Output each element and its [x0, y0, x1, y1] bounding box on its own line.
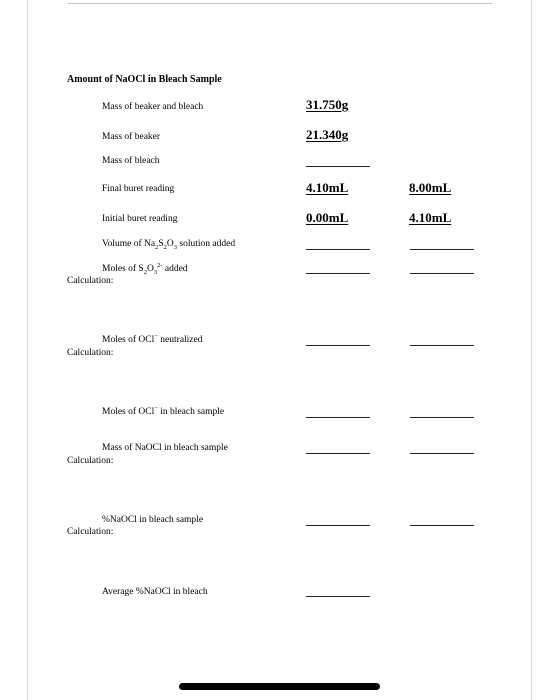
blank-mass-bleach — [306, 166, 370, 167]
blank-moles-ocl-sample-trial2 — [410, 417, 474, 418]
label-moles-thiosulfate: Moles of $S_2O_3^{2-}$ added — [102, 261, 188, 276]
blank-percent-naocl-trial1 — [306, 525, 370, 526]
blank-volume-trial1 — [306, 249, 370, 250]
calculation-label: Calculation: — [67, 456, 114, 466]
page-right-edge — [531, 0, 532, 700]
blank-moles-thiosulfate-trial1 — [306, 273, 370, 274]
page-left-edge — [27, 0, 28, 700]
label-mass-bleach: Mass of bleach — [102, 156, 160, 166]
home-indicator[interactable] — [179, 683, 380, 690]
label-mass-naocl: Mass of NaOCl in bleach sample — [102, 443, 228, 453]
blank-mass-naocl-trial2 — [410, 453, 474, 454]
value-final-buret-trial1: 4.10mL — [306, 180, 349, 195]
blank-mass-naocl-trial1 — [306, 453, 370, 454]
label-mass-beaker-bleach: Mass of beaker and bleach — [102, 102, 204, 112]
label-final-buret: Final buret reading — [102, 184, 175, 194]
blank-percent-naocl-trial2 — [410, 525, 474, 526]
value-mass-beaker: 21.340g — [306, 127, 349, 142]
label-average-percent: Average %NaOCl in bleach — [102, 587, 208, 597]
blank-moles-thiosulfate-trial2 — [410, 273, 474, 274]
blank-moles-ocl-neutralized-trial1 — [306, 345, 370, 346]
calculation-label: Calculation: — [67, 276, 114, 286]
section-heading: Amount of NaOCl in Bleach Sample — [67, 74, 222, 85]
value-mass-beaker-bleach: 31.750g — [306, 97, 349, 112]
value-final-buret-trial2: 8.00mL — [409, 180, 452, 195]
label-mass-beaker: Mass of beaker — [102, 132, 161, 142]
calculation-label: Calculation: — [67, 348, 114, 358]
top-rule — [68, 3, 492, 4]
label-moles-ocl-sample: Moles of OCl− in bleach sample — [102, 404, 225, 417]
label-volume-thiosulfate: Volume of $Na_2S_2O_3$ solution added — [102, 239, 236, 251]
calculation-label: Calculation: — [67, 527, 114, 537]
label-initial-buret: Initial buret reading — [102, 214, 178, 224]
value-initial-buret-trial2: 4.10mL — [409, 210, 452, 225]
blank-volume-trial2 — [410, 249, 474, 250]
label-percent-naocl: %NaOCl in bleach sample — [102, 515, 204, 525]
blank-moles-ocl-neutralized-trial2 — [410, 345, 474, 346]
blank-moles-ocl-sample-trial1 — [306, 417, 370, 418]
value-initial-buret-trial1: 0.00mL — [306, 210, 349, 225]
label-moles-ocl-neutralized: Moles of OCl− neutralized — [102, 332, 203, 345]
blank-average-percent — [306, 596, 370, 597]
